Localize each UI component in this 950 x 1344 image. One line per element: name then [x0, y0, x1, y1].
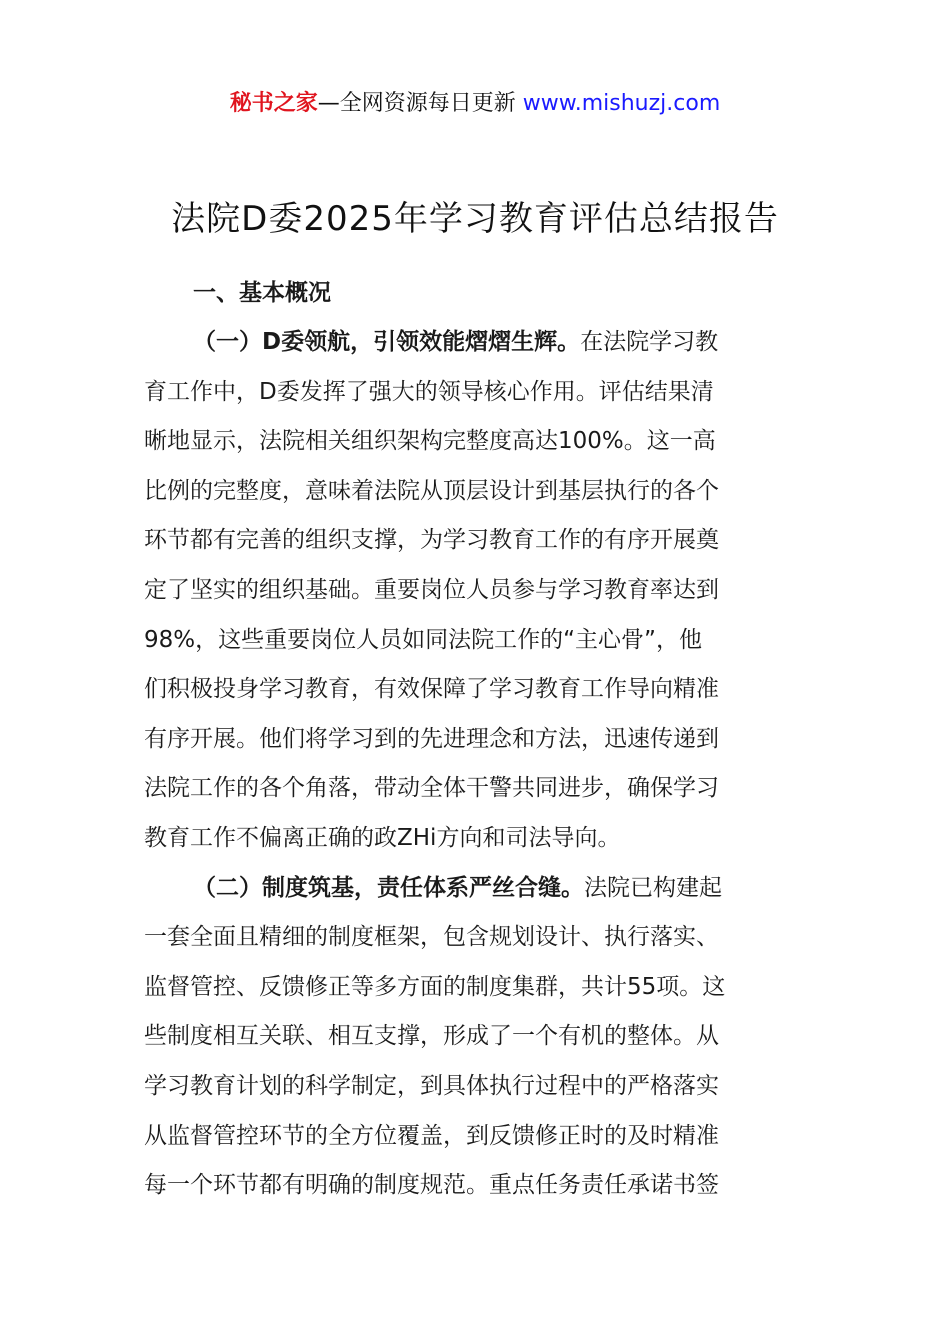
- paragraph-line: 有序开展。他们将学习到的先进理念和方法，迅速传递到: [144, 725, 719, 752]
- paragraph-line: 学习教育计划的科学制定，到具体执行过程中的严格落实: [144, 1072, 719, 1099]
- subsection-heading: （二）制度筑基，责任体系严丝合缝。: [193, 874, 584, 901]
- paragraph-line: 定了坚实的组织基础。重要岗位人员参与学习教育率达到: [144, 576, 719, 603]
- paragraph-line: 每一个环节都有明确的制度规范。重点任务责任承诺书签: [144, 1172, 719, 1199]
- paragraph-line: 晰地显示，法院相关组织架构完整度高达100%。这一高: [144, 428, 716, 455]
- paragraph-line: 监督管控、反馈修正等多方面的制度集群，共计55项。这: [144, 973, 726, 1000]
- paragraph-line: 98%，这些重要岗位人员如同法院工作的“主心骨”，他: [144, 626, 702, 653]
- site-url-link[interactable]: www.mishuzj.com: [522, 91, 721, 116]
- paragraph-line: 法院工作的各个角落，带动全体干警共同进步，确保学习: [144, 775, 719, 802]
- paragraph-line: 一套全面且精细的制度框架，包含规划设计、执行落实、: [144, 924, 719, 951]
- section-heading: 一、基本概况: [193, 280, 331, 306]
- subsection-heading: （一）D委领航，引领效能熠熠生辉。: [193, 329, 581, 355]
- paragraph-line: 环节都有完善的组织支撑，为学习教育工作的有序开展奠: [144, 527, 719, 554]
- header-tagline: —全网资源每日更新: [317, 91, 516, 116]
- paragraph-line: 教育工作不偏离正确的政ZHi方向和司法导向。: [144, 824, 621, 851]
- line-text: 法院已构建起: [584, 874, 722, 901]
- paragraph-line: [144, 870, 808, 907]
- header-banner: [0, 88, 950, 120]
- paragraph-line: 从监督管控环节的全方位覆盖，到反馈修正时的及时精准: [144, 1122, 719, 1149]
- paragraph-line: [144, 324, 808, 361]
- paragraph-line: 比例的完整度，意味着法院从顶层设计到基层执行的各个: [144, 477, 719, 504]
- paragraph-line: 育工作中，D委发挥了强大的领导核心作用。评估结果清: [144, 378, 714, 405]
- paragraph-line: 些制度相互关联、相互支撑，形成了一个有机的整体。从: [144, 1023, 719, 1050]
- brand-name: 秘书之家: [229, 91, 318, 116]
- line-text: 在法院学习教: [580, 329, 719, 355]
- paragraph-line: 们积极投身学习教育，有效保障了学习教育工作导向精准: [144, 676, 719, 703]
- document-title: 法院D委2025年学习教育评估总结报告: [171, 199, 779, 239]
- document-body: [144, 324, 808, 1217]
